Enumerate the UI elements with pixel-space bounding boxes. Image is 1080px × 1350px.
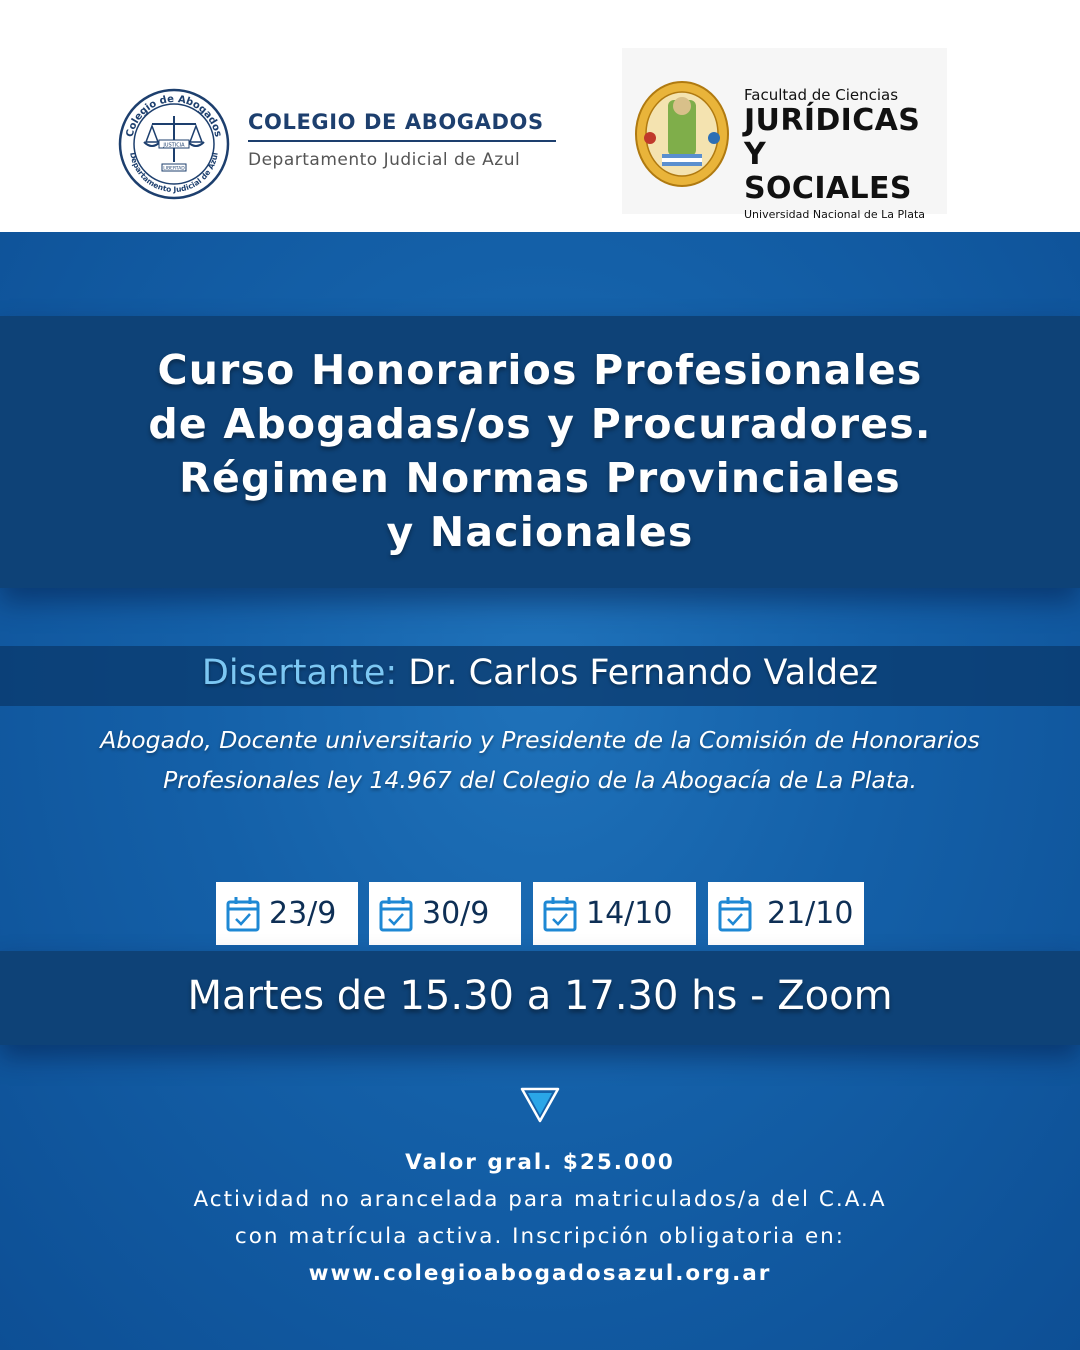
schedule-text: Martes de 15.30 a 17.30 hs - Zoom <box>187 973 893 1019</box>
footer-line-2: con matrícula activa. Inscripción obligatoria en: <box>234 1224 846 1249</box>
svg-text:Colegio de Abogados: Colegio de Abogados <box>124 93 224 139</box>
facultad-line2: JURÍDICAS <box>744 103 921 138</box>
date-box-1 <box>216 882 358 945</box>
facultad-line4: Universidad Nacional de La Plata <box>744 208 926 221</box>
course-title-line-2: de Abogadas/os y Procuradores. <box>148 400 932 448</box>
flyer-body <box>0 232 1080 1350</box>
calendar-check-icon <box>717 895 753 933</box>
date-text: 21/10 <box>767 896 854 931</box>
facultad-line3: Y SOCIALES <box>744 137 912 206</box>
svg-text:JUSTICIA: JUSTICIA <box>163 142 185 149</box>
colegio-subtitle: Departamento Judicial de Azul <box>248 150 521 170</box>
registration-url-link[interactable]: www.colegioabogadosazul.org.ar <box>308 1261 772 1286</box>
course-title-line-4: y Nacionales <box>386 508 694 556</box>
colegio-abogados-seal-logo <box>118 88 230 200</box>
speaker-bio-line-1: Abogado, Docente universitario y Presidente de la Comisión de Honorarios <box>100 726 980 754</box>
svg-text:Departamento Judicial de Azul: Departamento Judicial de Azul <box>128 151 220 195</box>
date-box-3 <box>533 882 696 945</box>
speaker-bio-line-2: Profesionales ley 14.967 del Colegio de la Abogacía de La Plata. <box>163 766 917 794</box>
speaker-name: Dr. Carlos Fernando Valdez <box>397 653 879 693</box>
date-text: 30/9 <box>422 896 490 931</box>
price-text: Valor gral. $25.000 <box>405 1150 675 1175</box>
course-title-line-1: Curso Honorarios Profesionales <box>157 346 923 394</box>
calendar-check-icon <box>542 895 578 933</box>
facultad-line1: Facultad de Ciencias <box>744 86 899 104</box>
facultad-wordmark <box>744 86 944 221</box>
date-box-4 <box>708 882 864 945</box>
date-box-2 <box>369 882 521 945</box>
unlp-seal-logo <box>632 78 732 190</box>
calendar-check-icon <box>378 895 414 933</box>
svg-text:LIBERTAD: LIBERTAD <box>163 166 185 172</box>
date-text: 14/10 <box>586 896 673 931</box>
colegio-title: COLEGIO DE ABOGADOS <box>248 110 544 134</box>
speaker-label: Disertante: <box>201 653 398 693</box>
facultad-logo <box>622 48 947 221</box>
calendar-check-icon <box>225 895 261 933</box>
date-text: 23/9 <box>269 896 337 931</box>
colegio-divider <box>248 140 556 142</box>
colegio-abogados-wordmark <box>248 110 560 170</box>
header <box>0 0 1080 232</box>
course-title-line-3: Régimen Normas Provinciales <box>179 454 901 502</box>
chevron-down-arrow-icon <box>520 1086 560 1124</box>
footer-line-1: Actividad no arancelada para matriculados/a del C.A.A <box>193 1187 887 1212</box>
speaker-line <box>0 653 1080 693</box>
